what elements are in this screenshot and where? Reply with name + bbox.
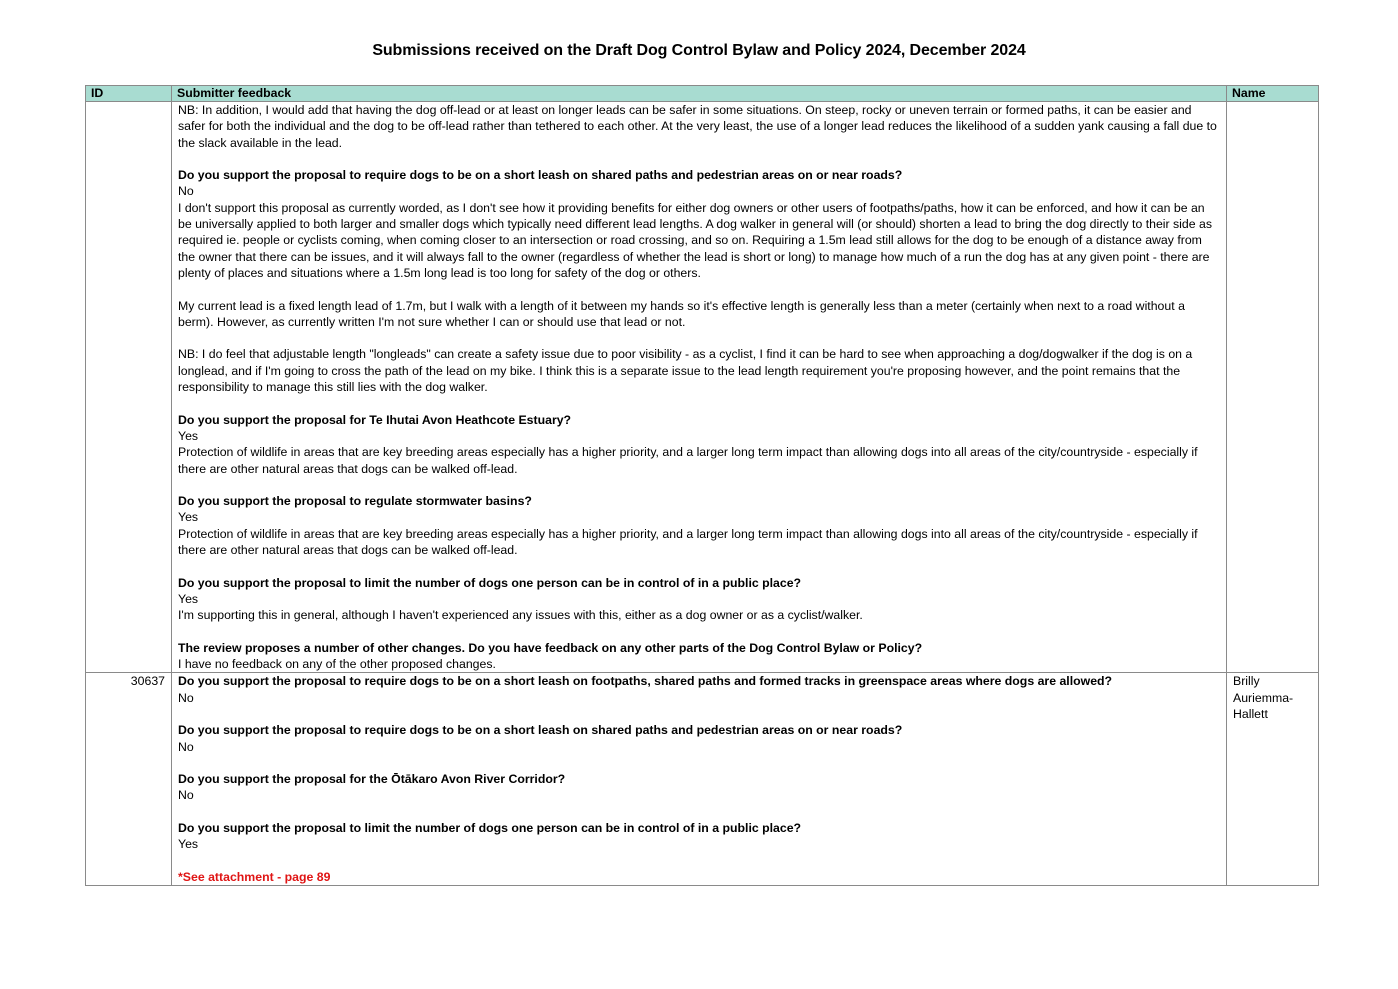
- blank-line: [178, 755, 1220, 771]
- answer-text: No: [178, 184, 194, 199]
- answer-text: Yes: [178, 591, 199, 606]
- answer-text: Yes: [178, 837, 199, 852]
- submission-id: 30637: [86, 673, 172, 886]
- column-header-id: ID: [86, 86, 172, 102]
- question: Do you support the proposal to require dogs to be on a short leash on shared paths and pedestrian areas on or near roads?: [178, 723, 903, 738]
- answer-text: I have no feedback on any of the other proposed changes.: [178, 657, 496, 672]
- answer-text: No: [178, 690, 194, 705]
- table-row: [86, 102, 1319, 673]
- answer-text: NB: In addition, I would add that having the dog off-lead or at least on longer leads can be safer in some situations. On steep, rocky or uneven terrain or formed paths, it can be easier and safer for both the individual and the dog to be off-lead rather than tethered to each other. At the very least, the use of a longer lead reduces the likelihood of a sudden yank causing a fall due to the slack available in the lead.: [178, 103, 1217, 150]
- submitter-feedback: [172, 673, 1227, 886]
- question: Do you support the proposal to regulate stormwater basins?: [178, 494, 532, 509]
- submitter-name: [1227, 102, 1319, 673]
- blank-line: [178, 558, 1220, 574]
- blank-line: [178, 804, 1220, 820]
- question: The review proposes a number of other changes. Do you have feedback on any other parts of the Dog Control Bylaw or Policy?: [178, 640, 923, 655]
- table-row: [86, 673, 1319, 886]
- blank-line: [178, 281, 1220, 297]
- answer-text: I don't support this proposal as currently worded, as I don't see how it providing benefits for either dog owners or other users of footpaths/paths, how it can be enforced, and how it can be an be universally applied to both larger and smaller dogs which typically need different lead lengths. A dog walker in general will (or should) shorten a lead to bring the dog directly to their side as required ie. people or cyclists coming, when coming closer to an intersection or road crossing, and so on. Requiring a 1.5m lead still allows for the dog to be enough of a distance away from the owner that there can be issues, and it will always fall to the owner (regardless of whether the lead is short or long) to manage how much of a run the dog has at any given point - there are plenty of places and situations where a 1.5m long lead is too long for safety of the dog or others.: [178, 200, 1212, 280]
- answer-text: I'm supporting this in general, although I haven't experienced any issues with this, either as a dog owner or as a cyclist/walker.: [178, 608, 863, 623]
- answer-text: Yes: [178, 510, 199, 525]
- question: Do you support the proposal for the Ōtākaro Avon River Corridor?: [178, 772, 566, 787]
- submitter-feedback: [172, 102, 1227, 673]
- answer-text: No: [178, 788, 194, 803]
- question: Do you support the proposal to limit the number of dogs one person can be in control of in a public place?: [178, 575, 802, 590]
- question: Do you support the proposal to require dogs to be on a short leash on shared paths and pedestrian areas on or near roads?: [178, 168, 903, 183]
- submitter-name: Brilly Auriemma-Hallett: [1227, 673, 1319, 886]
- page-title: Submissions received on the Draft Dog Control Bylaw and Policy 2024, December 2024: [372, 42, 1026, 59]
- blank-line: [178, 853, 1220, 869]
- table-header-row: [86, 86, 1319, 102]
- answer-text: Yes: [178, 428, 199, 443]
- attachment-note: *See attachment - page 89: [178, 869, 331, 884]
- column-header-feedback: Submitter feedback: [172, 86, 1227, 102]
- answer-text: No: [178, 739, 194, 754]
- question: Do you support the proposal to require dogs to be on a short leash on footpaths, shared paths and formed tracks in greenspace areas where dogs are allowed?: [178, 674, 1113, 689]
- submission-id: [86, 102, 172, 673]
- answer-text: NB: I do feel that adjustable length "longleads" can create a safety issue due to poor visibility - as a cyclist, I find it can be hard to see when approaching a dog/dogwalker if the dog is on a longlead, and if I'm going to cross the path of the lead on my bike. I think this is a separate issue to the lead length requirement you're proposing however, and the point remains that the responsibility to manage this still lies with the dog walker.: [178, 347, 1193, 395]
- submissions-table: [85, 85, 1319, 886]
- blank-line: [178, 624, 1220, 640]
- question: Do you support the proposal for Te Ihutai Avon Heathcote Estuary?: [178, 412, 572, 427]
- answer-text: Protection of wildlife in areas that are key breeding areas especially has a higher priority, and a larger long term impact than allowing dogs into all areas of the city/countryside - especially if there are other natural areas that dogs can be walked off-lead.: [178, 526, 1198, 558]
- blank-line: [178, 395, 1220, 411]
- blank-line: [178, 477, 1220, 493]
- answer-text: My current lead is a fixed length lead of 1.7m, but I walk with a length of it between my hands so it's effective length is generally less than a meter (certainly when next to a road without a berm). However, as currently written I'm not sure whether I can or should use that lead or not.: [178, 298, 1185, 329]
- question: Do you support the proposal to limit the number of dogs one person can be in control of in a public place?: [178, 821, 802, 836]
- blank-line: [178, 706, 1220, 722]
- blank-line: [178, 330, 1220, 346]
- column-header-name: Name: [1227, 86, 1319, 102]
- answer-text: Protection of wildlife in areas that are key breeding areas especially has a higher priority, and a larger long term impact than allowing dogs into all areas of the city/countryside - especially if there are other natural areas that dogs can be walked off-lead.: [178, 445, 1198, 476]
- blank-line: [178, 151, 1220, 167]
